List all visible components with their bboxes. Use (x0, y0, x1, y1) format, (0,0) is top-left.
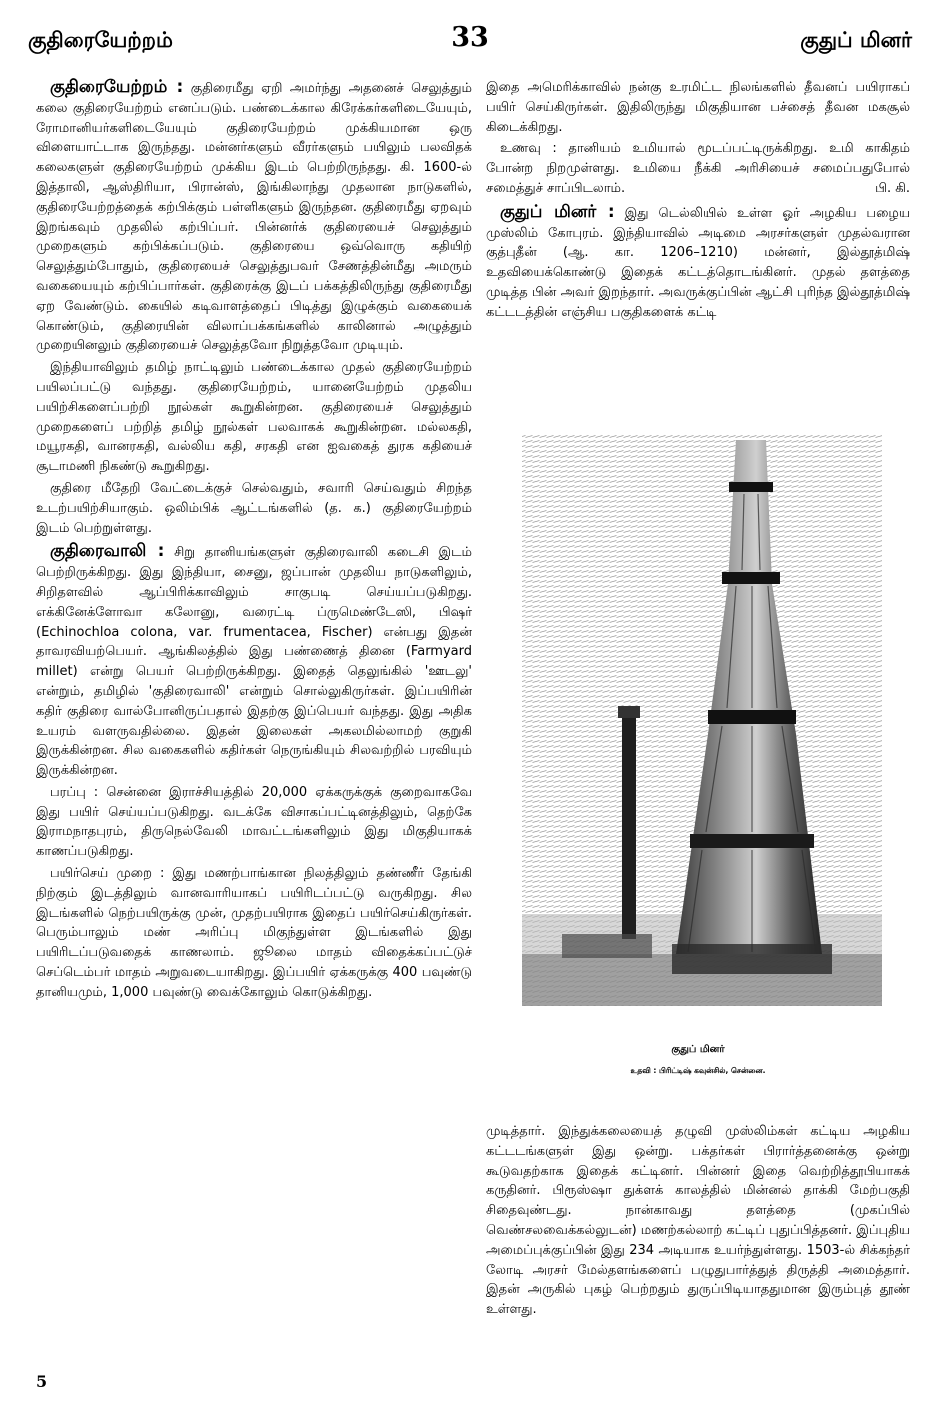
paragraph-text: குதிரைமீது ஏறி அமர்ந்து அதனைச் செலுத்தும் கலை குதிரையேற்றம் எனப்படும். பண்டைக்கால கிரேக்கர்களிடையேயும், ரோமானியர்களிடையேயும் குதிரையேற்றம் முக்கியமான ஒரு விளையாட்டாக இருந்தது. மன்னர்களும் வீரர்களும் பயிலும் பலவிதக் கலைகளுள் குதிரையேற்றம் முக்கிய இடம் பெற்றிருந்தது. கி. 1600-ல் இத்தாலி, ஆஸ்திரியா, பிரான்ஸ், இங்கிலாந்து முதலான நாடுகளில், குதிரையேற்றத்தைக் கற்பிக்கும் பள்ளிகளும் இருந்தன. குதிரைமீது ஏறவும் இறங்கவும் முதலில் கற்பிப்பர். பின்னர்க் குதிரையைச் செலுத்தும் முறைகளும் கற்பிக்கப்படும். குதிரையை ஒவ்வொரு கதியிற் செலுத்தும்போதும், குதிரையைச் செலுத்துபவர் சேணத்தின்மீது அமரும் வகையையும் கற்பிப்பார்கள். குதிரைக்கு இடப் பக்கத்திலிருந்து குதிரைமீது ஏற வேண்டும். கையில் கடிவாளத்தைப் பிடித்து இழுக்கும் வகையைக் கொண்டும், குதிரையின் விலாப்பக்கங்களில் காலினால் அழுத்தும் முறையினலும் குதிரையைச் செலுத்தவோ நிறுத்தவோ முடியும். (36, 81, 473, 354)
running-head-right: குதுப் மினர் (800, 28, 912, 52)
paragraph-text: சென்னை இராச்சியத்தில் 20,000 ஏக்கருக்குக் குறைவாகவே இது பயிர் செய்யப்படுகிறது. வடக்கே விசாகப்பட்டினத்திலும், தெற்கே இராமநாதபுரம், திருநெல்வேலி மாவட்டங்களிலும் இது மிகுதியாகக் காணப்படுகிறது. (36, 784, 473, 860)
paragraph-unavu (486, 139, 910, 198)
figure-caption (486, 1044, 910, 1076)
running-head-left: குதிரையேற்றம் (28, 28, 173, 52)
caption-credit: உதவி : பிரிட்டிஷ் கவுன்சில், சென்னை. (630, 1066, 766, 1075)
page-number: 33 (451, 22, 489, 53)
tower-illustration (522, 434, 882, 1006)
entry-title-kuthub: குதுப் மினர் : (500, 201, 615, 222)
paragraph-payirsei (36, 864, 472, 1003)
entry-kudhiraivaali-p1 (36, 542, 472, 781)
subheading-unavu: உணவு : (500, 141, 557, 157)
entry-kuthub-p1 (486, 203, 910, 323)
left-column (36, 78, 472, 1005)
signature-mark: 5 (36, 1372, 48, 1391)
paragraph-text: தானியம் உமியால் மூடப்பட்டிருக்கிறது. உமி காகிதம் போன்ற நிறமுள்ளது. உமியை நீக்கி அரிசியைச் சமைப்பதுபோல் சமைத்துச் சாப்பிடலாம். (486, 141, 910, 196)
paragraph-parappu (36, 783, 472, 862)
paragraph-text: இதை அமெரிக்காவில் நன்கு உரமிட்ட நிலங்களில் தீவனப் பயிராகப் பயிர் செய்கிருர்கள். இதிலிருந்து மிகுதியான பச்சைத் தீவன மகசூல் கிடைக்கிறது. (486, 80, 910, 135)
entry-title-kudhiraiyetram: குதிரையேற்றம் : (50, 77, 184, 97)
paragraph-text: குதிரை மீதேறி வேட்டைக்குச் செல்வதும், சவாரி செய்வதும் சிறந்த உடற்பயிற்சியாகும். ஒலிம்பிக் ஆட்டங்களில் (த. க.) குதிரையேற்றம் இடம் பெற்றுள்ளது. (36, 480, 472, 536)
subheading-parappu: பரப்பு : (50, 784, 99, 800)
paragraph-text: இது மணற்பாங்கான நிலத்திலும் தண்ணீர் தேங்கி நிற்கும் இடத்திலும் வானவாரியாகப் பயிரிடப்பட்டு வருகிறது. சில இடங்களில் நெற்பயிருக்கு முன், முதற்பயிராக இதைப் பயிர்செய்கிருர்கள். பெரும்பாலும் மண் அரிப்பு மிகுந்துள்ள இடங்களில் இது பயிரிடப்படுவதைக் காணலாம். ஜூலை மாதம் விதைக்கப்பட்டுச் செப்டெம்பர் மாதம் அறுவடையாகிறது. இப்பயிர் ஏக்கருக்கு 400 பவுண்டு தானியமும், 1,000 பவுண்டு வைக்கோலும் கொடுக்கிறது. (36, 866, 472, 1000)
paragraph-text: இது டெல்லியில் உள்ள ஓர் அழகிய பழைய முஸ்லிம் கோபுரம். இந்தியாவில் அடிமை அரசர்களுள் முதல்வரான குத்புதீன் (ஆ. கா. 1206–1210) மன்னர், இல்தூத்மிஷ் உதவியைக்கொண்டு இதைக் கட்டத்தொடங்கினர். முதல் தளத்தை முடித்த பின் அவர் இறந்தார். அவருக்குப்பின் ஆட்சி புரிந்த இல்தூத்மிஷ் கட்டடத்தின் எஞ்சிய பகுதிகளைக் கட்டி (486, 205, 911, 320)
author-initials: பி. கி. (875, 180, 910, 196)
subheading-payirsei: பயிர்செய் முறை : (50, 866, 165, 882)
paragraph-text: இந்தியாவிலும் தமிழ் நாட்டிலும் பண்டைக்கால முதல் குதிரையேற்றம் பயிலப்பட்டு வந்தது. குதிரையேற்றம், யானையேற்றம் முதலிய பயிற்சிகளைப்பற்றி நூல்கள் கூறுகின்றன. குதிரையைச் செலுத்தும் முறைகளைப் பற்றித் தமிழ் நூல்கள் பலவாகக் கூறுகின்றன. மல்லகதி, மயூரகதி, வானரகதி, வல்லிய கதி, சரகதி என ஐவகைத் துரக கதியைச் சூடாமணி நிகண்டு கூறுகிறது. (36, 360, 472, 475)
right-column-bottom (486, 1122, 910, 1322)
entry-title-kudhiraivaali: குதிரைவாலி : (50, 541, 165, 562)
paragraph-text: முடித்தார். இந்துக்கலையைத் தழுவி முஸ்லிம்கள் கட்டிய அழகிய கட்டடங்களுள் இது ஒன்று. பக்தர்கள் பிரார்த்தனைக்கு ஒன்று கூடுவதற்காக இதைக் கட்டினர். பின்னர் இதை வெற்றித்தூபியாகக் கருதினர். பிரூஸ்ஷா துக்ளக் காலத்தில் மின்னல் தாக்கி மேற்பகுதி சிதைவுண்டது. நான்காவது தளத்தை (முகப்பில் வெண்சலவைக்கல்லுடன்) மணற்கல்லாற் கட்டிப் புதுப்பித்தனர். இப்புதிய அமைப்புக்குப்பின் இது 234 அடியாக உயர்ந்துள்ளது. 1503-ல் சிக்கந்தர் லோடி அரசர் மேல்தளங்களைப் பழுதுபார்த்துத் திருத்தி அமைத்தார். இதன் அருகில் புகழ் பெற்றதும் துருப்பிடியாததுமான இரும்புத் தூண் உள்ளது. (486, 1124, 911, 1318)
right-column-top (486, 78, 910, 325)
entry-kudhiraiyetram-p1 (36, 78, 472, 356)
page-header (28, 22, 912, 58)
qutub-minar-photo (522, 434, 882, 1006)
paragraph-text: சிறு தானியங்களுள் குதிரைவாலி கடைசி இடம் பெற்றிருக்கிறது. இது இந்தியா, சைனு, ஜப்பான் முதலிய நாடுகளிலும், சிறிதளவில் ஆப்பிரிக்காவிலும் சாகுபடி செய்யப்படுகிறது. எக்கினேக்ளோவா கலோனு, வரைட்டி ப்ருமெண்டேஸி, பிஷர் (Echinochloa colona, var. frumentacea, Fischer) என்பது இதன் தாவரவியற்பெயர். ஆங்கிலத்தில் இது பண்ணைத் தினை (Farmyard millet) என்று பெயர் பெற்றிருக்கிறது. இதைத் தெலுங்கில் 'ஊடலு' என்றும், தமிழில் 'குதிரைவாலி' என்றும் சொல்லுகிருர்கள். இப்பயிரின் கதிர் குதிரை வால்போனிருப்பதால் இதற்கு இப்பெயர் வந்தது. இது அதிக உயரம் வளருவதில்லை. இதன் இலைகள் அகலமில்லாமற் குறுகி இருக்கின்றன. சில வகைகளில் கதிர்கள் நெருங்கியும் சிலவற்றில் பரவியும் இருக்கின்றன. (36, 545, 472, 779)
caption-title: குதுப் மினர் (671, 1044, 725, 1055)
